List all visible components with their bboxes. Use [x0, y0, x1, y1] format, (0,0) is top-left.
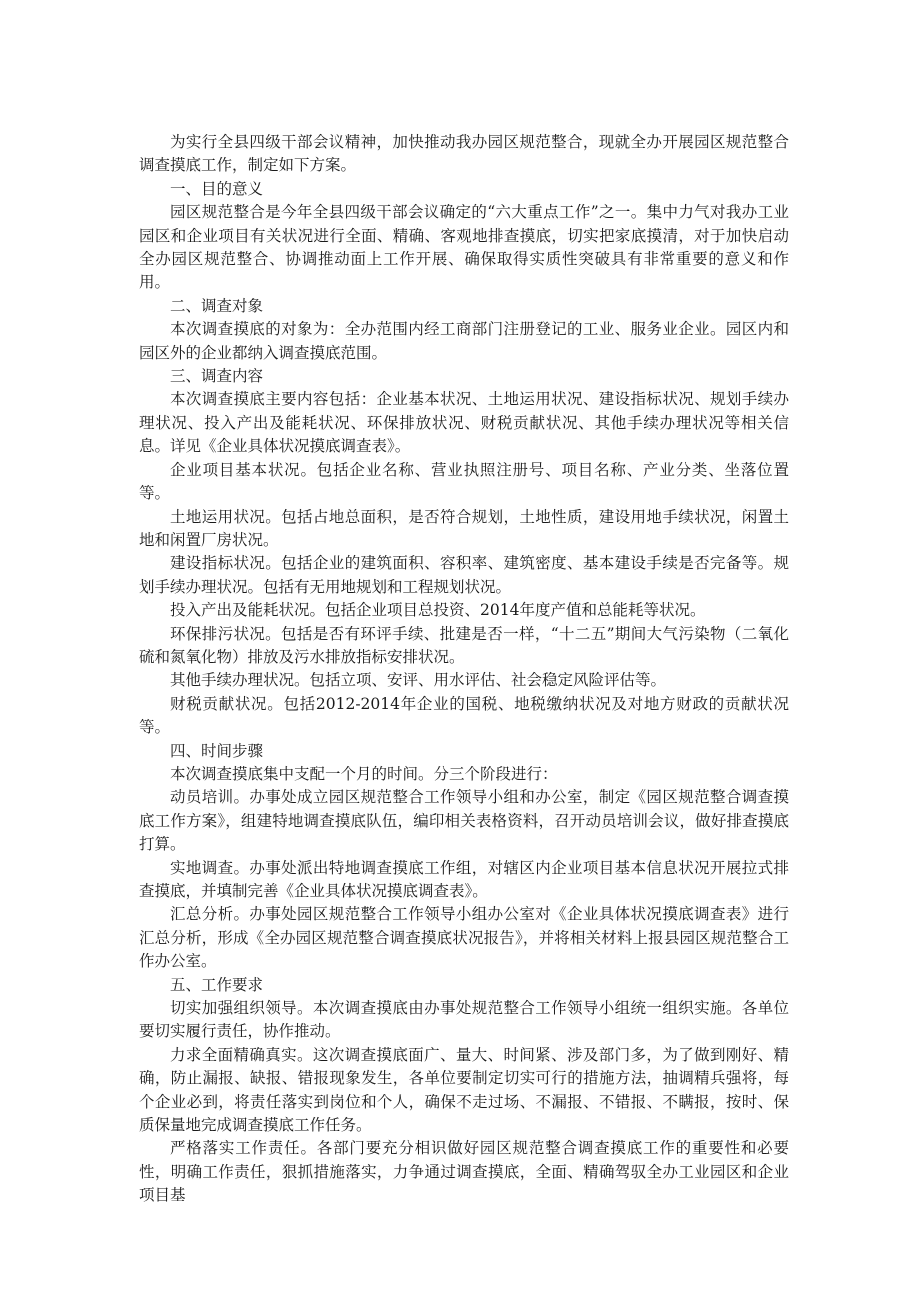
intro-paragraph: 为实行全县四级干部会议精神，加快推动我办园区规范整合，现就全办开展园区规范整合调查摸底工作，制定如下方案。: [139, 133, 789, 175]
content-item-construction: 建设指标状况。包括企业的建筑面积、容积率、建筑密度、基本建设手续是否完备等。规划手续办理状况。包括有无用地规划和工程规划状况。: [139, 554, 789, 596]
content-item-environment: 环保排污状况。包括是否有环评手续、批建是否一样，“十二五”期间大气污染物（二氧化硫和氮氧化物）排放及污水排放指标安排状况。: [139, 624, 789, 666]
section-heading-requirements: 五、工作要求: [170, 975, 264, 994]
section-heading-purpose: 一、目的意义: [170, 179, 264, 198]
content-paragraph: 本次调查摸底主要内容包括：企业基本状况、土地运用状况、建设指标状况、规划手续办理状况、投入产出及能耗状况、环保排放状况、财税贡献状况、其他手续办理状况等相关信息。详见《企业具体状况摸底调查表》。: [139, 390, 789, 456]
content-item-basic: 企业项目基本状况。包括企业名称、营业执照注册号、项目名称、产业分类、坐落位置等。: [139, 460, 789, 503]
schedule-item-survey: 实地调查。办事处派出特地调查摸底工作组，对辖区内企业项目基本信息状况开展拉式排查摸底，并填制完善《企业具体状况摸底调查表》。: [139, 858, 789, 900]
section-heading-subjects: 二、调查对象: [170, 296, 264, 315]
schedule-item-analysis: 汇总分析。办事处园区规范整合工作领导小组办公室对《企业具体状况摸底调查表》进行汇总分析，形成《全办园区规范整合调查摸底状况报告》，并将相关材料上报县园区规范整合工作办公室。: [139, 905, 789, 971]
requirement-responsibility: 严格落实工作责任。各部门要充分相识做好园区规范整合调查摸底工作的重要性和必要性，明确工作责任，狠抓措施落实，力争通过调查摸底，全面、精确驾驭全办工业园区和企业项目基: [139, 1139, 789, 1205]
section-heading-schedule: 四、时间步骤: [170, 741, 264, 760]
content-item-investment: 投入产出及能耗状况。包括企业项目总投资、2014年度产值和总能耗等状况。: [170, 601, 706, 620]
content-item-land: 土地运用状况。包括占地总面积，是否符合规划，土地性质，建设用地手续状况，闲置土地和闲置厂房状况。: [139, 507, 789, 549]
document-body: [139, 131, 789, 1208]
content-item-other-procedures: 其他手续办理状况。包括立项、安评、用水评估、社会稳定风险评估等。: [170, 671, 667, 690]
purpose-paragraph: 园区规范整合是今年全县四级干部会议确定的“六大重点工作”之一。集中力气对我办工业园区和企业项目有关状况进行全面、精确、客观地排查摸底，切实把家底摸清，对于加快启动全办园区规范整合、协调推动面上工作开展、确保取得实质性突破具有非常重要的意义和作用。: [139, 203, 789, 292]
section-heading-content: 三、调查内容: [170, 367, 264, 386]
requirement-leadership: 切实加强组织领导。本次调查摸底由办事处规范整合工作领导小组统一组织实施。各单位要切实履行责任，协作推动。: [139, 999, 789, 1041]
schedule-item-training: 动员培训。办事处成立园区规范整合工作领导小组和办公室，制定《园区规范整合调查摸底工作方案》，组建特地调查摸底队伍，编印相关表格资料，召开动员培训会议，做好排查摸底打算。: [139, 788, 789, 854]
content-item-tax: 财税贡献状况。包括2012-2014年企业的国税、地税缴纳状况及对地方财政的贡献状况等。: [139, 694, 789, 737]
requirement-accuracy: 力求全面精确真实。这次调查摸底面广、量大、时间紧、涉及部门多，为了做到刚好、精确，防止漏报、缺报、错报现象发生，各单位要制定切实可行的措施方法，抽调精兵强将，每个企业必到，将责任落实到岗位和个人，确保不走过场、不漏报、不错报、不瞒报，按时、保质保量地完成调查摸底工作任务。: [139, 1045, 789, 1135]
subjects-paragraph: 本次调查摸底的对象为：全办范围内经工商部门注册登记的工业、服务业企业。园区内和园区外的企业都纳入调查摸底范围。: [139, 320, 789, 362]
schedule-paragraph: 本次调查摸底集中支配一个月的时间。分三个阶段进行：: [170, 764, 558, 783]
